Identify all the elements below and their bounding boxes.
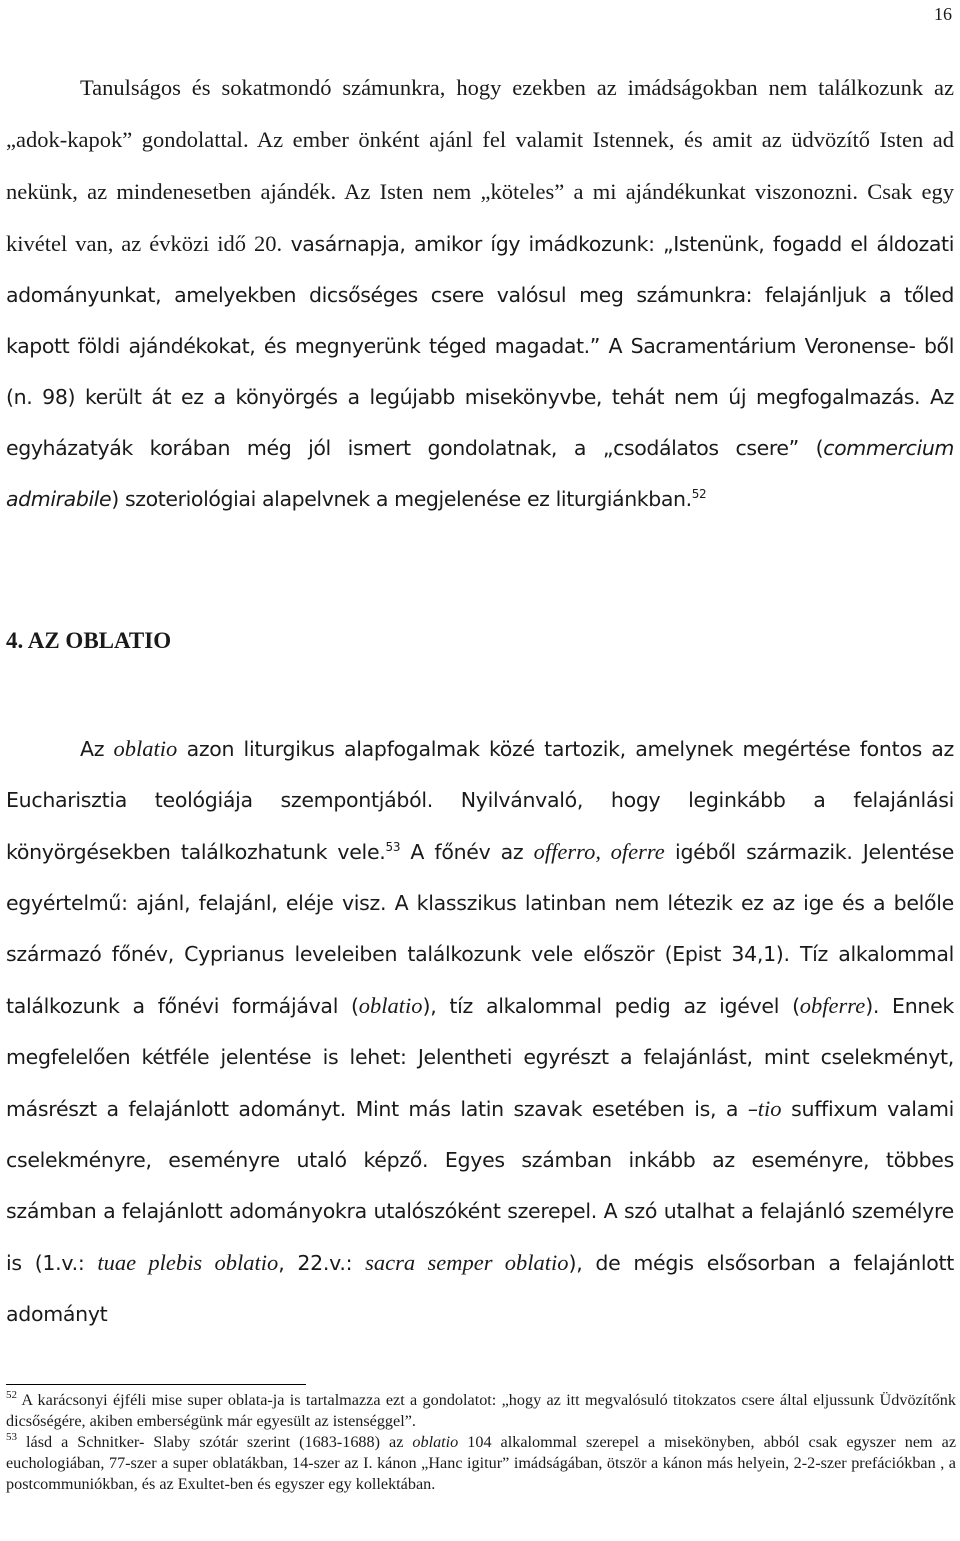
- footnote-53: [6, 1432, 956, 1495]
- paragraph-2: [6, 723, 954, 1340]
- p2-seg-3: azon liturgikus alapfogalmak közé tartozik, amelynek megértése fontos az Eucharisztia teológiája szempontjából. Nyilvánvaló, hogy leginkább a felajánlási könyörgésekben találkozhatunk vele.: [6, 737, 954, 864]
- p2-italic-3: oblatio: [358, 993, 423, 1018]
- p2-italic-6: tuae plebis oblatio: [97, 1250, 279, 1275]
- p2-seg-16: ), de mégis elsősorban a felajánlott adományt: [6, 1251, 954, 1326]
- p2-seg-6: igéből származik. Jelentése egyértelmű: ajánl, felajánl, eléje visz. A klasszikus latinban nem létezik ez az ige és a belőle származó főnév, Cyprianus leveleiben találkozunk vele először (Epist 34,1). Tíz alkalommal találkozunk a főnévi formájával (: [6, 840, 955, 1018]
- footnotes: [6, 1390, 956, 1495]
- p2-italic-5: tio: [757, 1096, 782, 1121]
- p2-seg-4: A főnév az: [400, 840, 534, 864]
- footnote-52: [6, 1390, 956, 1432]
- p2-seg-8: ), tíz alkalommal pedig az igével (: [422, 994, 800, 1018]
- p2-italic-2: offerro, oferre: [533, 839, 665, 864]
- p2-italic-7: sacra semper oblatio: [365, 1250, 569, 1275]
- footnote-number: 52: [6, 1389, 17, 1401]
- paragraph-1-text-end: ) szoteriológiai alapelvnek a megjelenése ez liturgiánkban.: [111, 487, 692, 511]
- footnote-separator: [6, 1384, 306, 1385]
- footnote-text: A karácsonyi éjféli mise super oblata-ja is tartalmazza ezt a gondolatot: „hogy az itt megvalósuló titokzatos csere által eljussunk Üdvözítőnk dicsőségére, akiben emberségünk már egyesült az istenséggel”.: [6, 1391, 956, 1430]
- footnote-text-end: 104 alkalommal szerepel a misekönyben, abból csak egyszer nem az euchologiában, 77-szer a super oblatákban, 14-szer az I. kánon „Hanc igitur” imádságában, ötször a kánon más helyein, 2-2-szer prefációkban , a postcommuniókban, és az Exultet-ben és egyszer egy kollektában.: [6, 1433, 956, 1493]
- paragraph-1: [6, 62, 954, 525]
- footnote-text: lásd a Schnitker- Slaby szótár szerint (1683-1688) az: [17, 1433, 413, 1451]
- p2-seg-14: , 22.v.:: [278, 1251, 366, 1275]
- footnote-ref-53[interactable]: 53: [385, 840, 401, 854]
- p2-italic-4: obferre: [799, 993, 866, 1018]
- paragraph-1-text: vasárnapja, amikor így imádkozunk: „Istenünk, fogadd el áldozati adományunkat, amelyekben dicsőséges csere valósul meg számunkra: felajánljuk a tőled kapott földi ajándékokat, és megnyerünk téged magadat.” A Sacramentárium Veronense- ből (n. 98) került át ez a könyörgés a legújabb misekönyvbe, tehát nem új megfogalmazás. Az egyházatyák korában még jól ismert gondolatnak, a „csodálatos csere” (: [6, 232, 954, 460]
- p2-seg-10: ). Ennek megfelelően kétféle jelentése is lehet: Jelentheti egyrészt a felajánlást, mint cselekményt, másrészt a felajánlott adományt. Mint más latin szavak esetében is, a –: [6, 994, 954, 1121]
- page-number: 16: [934, 4, 952, 24]
- footnote-number: 53: [6, 1431, 17, 1443]
- section-heading: 4. AZ OBLATIO: [6, 628, 172, 653]
- paragraph-1-serif-text: Tanulságos és sokatmondó számunkra, hogy ezekben az imádságokban nem találkozunk az „adok-kapok” gondolattal. Az ember önként ajánl fel valamit Istennek, és amit az üdvözítő Isten ad nekünk, az mindenesetben ajándék. Az Isten nem „köteles” a mi ajándékunkat viszonozni. Csak egy kivétel van, az évközi idő 20.: [6, 75, 954, 256]
- footnote-italic: oblatio: [412, 1433, 459, 1451]
- paragraph-1-italic: commercium admirabile: [6, 436, 954, 511]
- p2-seg-1: Az: [80, 737, 114, 761]
- footnote-ref-52[interactable]: 52: [691, 487, 707, 501]
- p2-seg-12: suffixum valami cselekményre, eseményre utaló képző. Egyes számban inkább az eseményre, többes számban a felajánlott adományokra utalószóként szerepel. A szó utalhat a felajánló személyre is (1.v.:: [6, 1097, 955, 1275]
- p2-italic-1: oblatio: [113, 736, 178, 761]
